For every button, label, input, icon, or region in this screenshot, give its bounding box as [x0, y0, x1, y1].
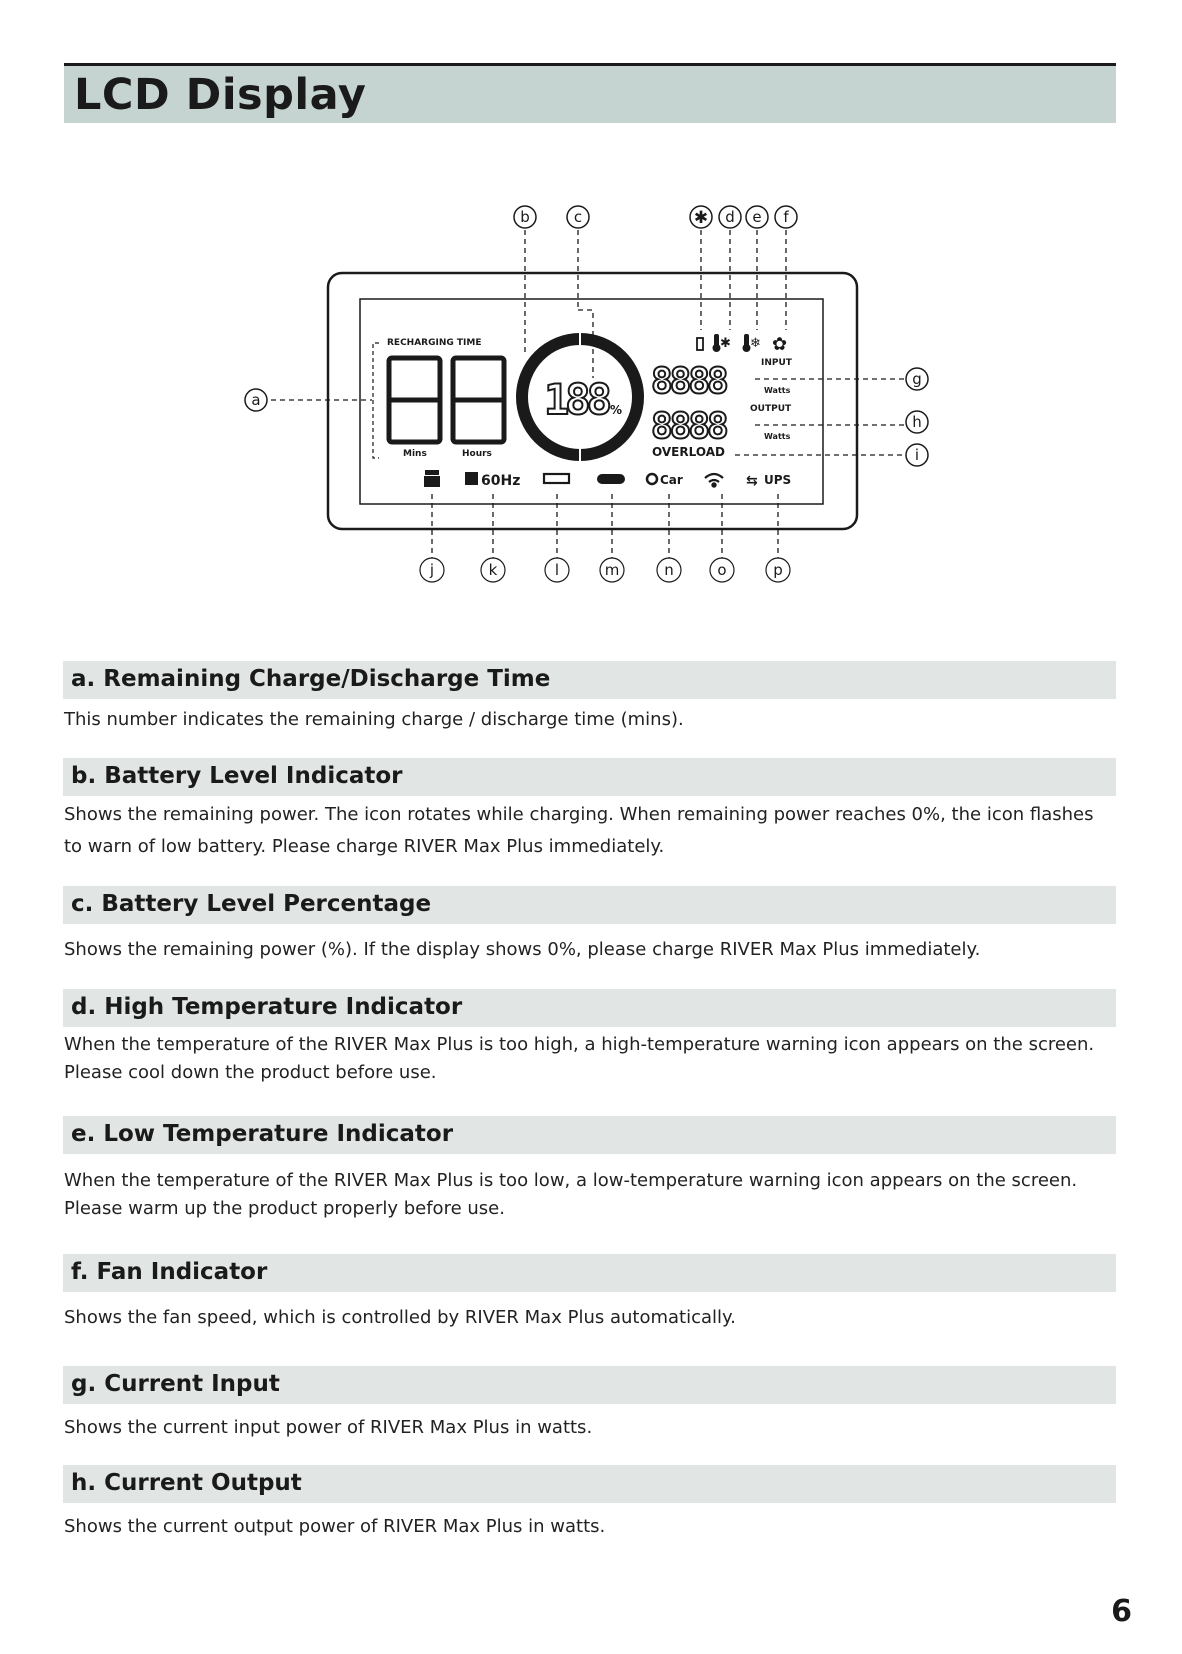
section-a-body: This number indicates the remaining charge / discharge time (mins).: [64, 709, 684, 730]
hz-label: 60Hz: [481, 473, 521, 489]
callout-b: [514, 206, 536, 228]
wifi-icon: [705, 474, 723, 487]
ups-arrows-icon: ⇆: [746, 473, 758, 489]
svg-text:✱: ✱: [720, 336, 731, 351]
svg-text:d: d: [725, 208, 735, 226]
svg-text:h: h: [912, 413, 922, 431]
section-d-body: When the temperature of the RIVER Max Plus is too high, a high-temperature warning icon appears on the screen. Please cool down the product before use.: [64, 1034, 1095, 1083]
page-number: 6: [1111, 1594, 1132, 1629]
section-b-body: Shows the remaining power. The icon rotates while charging. When remaining power reaches 0%, the icon flashes to warn of low battery. Please charge RIVER Max Plus immediately.: [64, 804, 1094, 857]
ups-label: UPS: [764, 473, 792, 487]
section-g-heading: g. Current Input: [63, 1366, 1116, 1404]
svg-text:✱: ✱: [693, 208, 709, 228]
section-h-body: Shows the current output power of RIVER Max Plus in watts.: [64, 1516, 606, 1537]
car-label: Car: [660, 473, 683, 487]
output-label: OUTPUT: [750, 404, 792, 414]
svg-text:a: a: [251, 391, 261, 409]
callout-n: [657, 558, 681, 582]
section-c-heading: c. Battery Level Percentage: [63, 886, 1116, 924]
overload-label: OVERLOAD: [652, 445, 725, 459]
svg-text:m: m: [604, 561, 620, 579]
callout-l: [545, 558, 569, 582]
svg-text:i: i: [914, 446, 920, 464]
input-label: INPUT: [761, 358, 792, 368]
high-temp-icon: [713, 334, 731, 352]
svg-text:b: b: [520, 208, 530, 226]
output-watts-label: Watts: [764, 432, 791, 441]
svg-text:l: l: [554, 561, 560, 579]
svg-text:g: g: [912, 370, 922, 388]
callout-i: [906, 444, 928, 466]
callout-f: [775, 206, 797, 228]
fan-icon: ✿: [772, 334, 788, 355]
battery-percent-digits: 188: [544, 375, 608, 424]
callout-d: [719, 206, 741, 228]
callout-g: [906, 368, 928, 390]
input-watts-digits: 8888: [651, 361, 726, 402]
hz-outlet-icon: [465, 472, 478, 485]
time-bracket: [373, 343, 379, 458]
recharging-time-label: RECHARGING TIME: [387, 338, 482, 348]
section-g-body: Shows the current input power of RIVER Max Plus in watts.: [64, 1417, 593, 1438]
time-digits: [389, 358, 504, 442]
usb-a-icon: [544, 474, 569, 483]
callout-c: [567, 206, 589, 228]
hours-label: Hours: [462, 449, 492, 459]
page-title: LCD Display: [74, 70, 367, 120]
section-h-heading: h. Current Output: [63, 1465, 1116, 1503]
callout-m: [600, 558, 624, 582]
callout-star-icon: [690, 206, 712, 228]
input-watts-label: Watts: [764, 386, 791, 395]
section-e-heading: e. Low Temperature Indicator: [63, 1116, 1116, 1154]
callout-p: [766, 558, 790, 582]
ac-outlet-icon: [424, 470, 440, 487]
section-c-body: Shows the remaining power (%). If the display shows 0%, please charge RIVER Max Plus immediately.: [64, 939, 981, 960]
title-bar: [64, 63, 1116, 123]
svg-text:k: k: [488, 561, 498, 579]
battery-small-icon: [697, 338, 703, 350]
section-d-heading: d. High Temperature Indicator: [63, 989, 1116, 1027]
section-e-body: When the temperature of the RIVER Max Plus is too low, a low-temperature warning icon appears on the screen. Please warm up the product properly before use.: [64, 1170, 1078, 1219]
svg-text:e: e: [752, 208, 762, 226]
svg-text:j: j: [429, 561, 435, 579]
section-f-heading: f. Fan Indicator: [63, 1254, 1116, 1292]
svg-text:o: o: [717, 561, 727, 579]
callout-k: [481, 558, 505, 582]
callout-e: [746, 206, 768, 228]
lcd-diagram: [0, 190, 1182, 590]
callout-h: [906, 411, 928, 433]
svg-text:p: p: [773, 561, 783, 579]
callout-j: [420, 558, 444, 582]
svg-text:f: f: [783, 208, 789, 226]
svg-text:n: n: [664, 561, 674, 579]
callout-o: [710, 558, 734, 582]
battery-percent-sign: %: [610, 403, 623, 417]
callout-a: [245, 389, 267, 411]
section-a-heading: a. Remaining Charge/Discharge Time: [63, 661, 1116, 699]
usb-c-icon: [597, 474, 625, 484]
car-icon: [647, 474, 657, 484]
svg-text:❄: ❄: [750, 336, 761, 351]
low-temp-icon: [743, 334, 761, 352]
svg-text:c: c: [573, 208, 583, 226]
mins-label: Mins: [403, 449, 427, 459]
section-f-body: Shows the fan speed, which is controlled by RIVER Max Plus automatically.: [64, 1307, 736, 1328]
section-b-heading: b. Battery Level Indicator: [63, 758, 1116, 796]
output-watts-digits: 8888: [651, 406, 726, 447]
